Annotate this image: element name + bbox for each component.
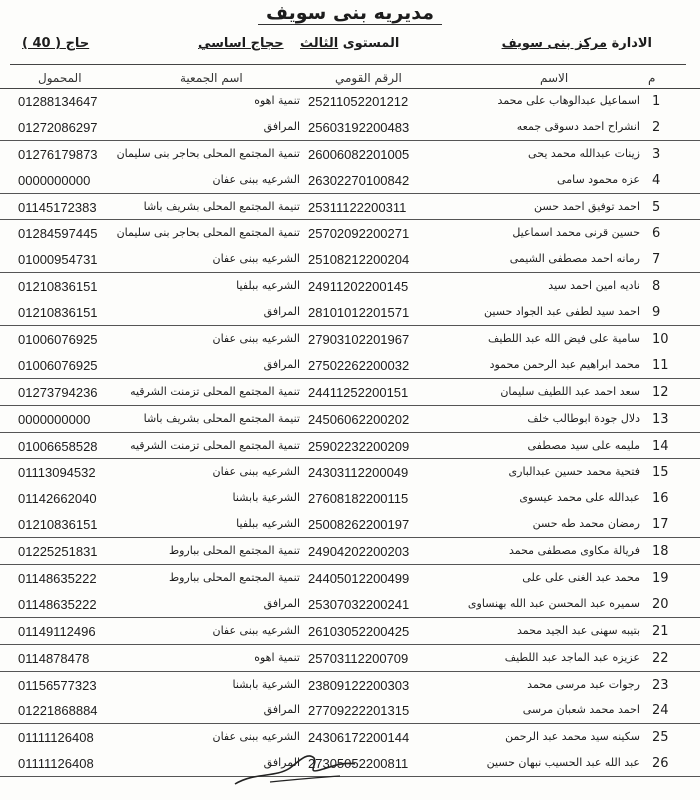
table-row (0, 379, 700, 406)
row-name: زينات عبدالله محمد يحى (528, 146, 640, 160)
row-mobile: 01111126408 (18, 756, 94, 772)
row-num: 6 (652, 226, 661, 242)
row-name: محمد عبد الغنى على على (522, 571, 640, 585)
row-num: 3 (652, 146, 661, 162)
row-association: تنيمة المجتمع المحلى بشريف باشا (143, 411, 300, 425)
row-national-id: 26103052200425 (308, 623, 410, 639)
row-national-id: 23809122200303 (308, 677, 410, 693)
row-national-id: 24306172200144 (308, 730, 410, 746)
row-num: 13 (652, 411, 669, 427)
level-field (300, 36, 399, 51)
level-label: المستوى (342, 36, 400, 51)
row-mobile: 01006076925 (18, 357, 98, 373)
row-association: تنمية اهوه (254, 94, 300, 107)
row-national-id: 25703112200709 (308, 650, 409, 666)
row-association: تنمية المجتمع المحلى تزمنت الشرقيه (130, 438, 300, 452)
row-national-id: 24904202200203 (308, 544, 410, 560)
row-association: الشرعيه ببلفيا (236, 279, 300, 293)
row-name: حسين قرنى محمد اسماعيل (512, 226, 640, 240)
table-row (0, 352, 700, 379)
row-national-id: 25902232200209 (308, 438, 410, 454)
row-mobile: 01149112496 (18, 623, 96, 639)
table-row (0, 459, 700, 485)
row-mobile: 0000000000 (18, 411, 91, 427)
row-mobile: 01111126408 (18, 730, 94, 746)
row-num: 16 (652, 491, 669, 507)
row-national-id: 25307032200241 (308, 596, 410, 612)
row-mobile: 01113094532 (18, 465, 96, 481)
row-num: 25 (652, 730, 669, 746)
row-mobile: 01210836151 (18, 517, 98, 533)
row-name: فريالة مكاوى مصطفى محمد (508, 544, 640, 558)
table-row (0, 565, 700, 591)
row-name: رمضان محمد طه حسن (532, 517, 640, 531)
header-num: م (648, 71, 656, 85)
row-num: 8 (652, 279, 661, 295)
row-num: 12 (652, 384, 669, 400)
row-association: تنمية اهوه (254, 650, 300, 664)
table-row (0, 167, 700, 194)
table-row (0, 88, 700, 114)
row-mobile: 01145172383 (18, 199, 97, 215)
signature-mark (230, 742, 360, 792)
table-row (0, 299, 700, 326)
row-association: الشرعيه ببنى عفان (212, 623, 300, 637)
row-association: تنمية المجتمع المحلى بباروط (168, 544, 300, 558)
row-association: المرافق (263, 357, 300, 371)
table-row (0, 485, 700, 511)
level-value: الثالث (300, 36, 339, 51)
row-association: تنمية المجتمع المحلى بباروط (168, 571, 300, 585)
row-national-id: 25702092200271 (308, 226, 410, 242)
row-national-id: 27502262200032 (308, 357, 410, 373)
table-row (0, 273, 700, 299)
row-national-id: 27305052200811 (308, 756, 409, 772)
row-association: الشرعيه ببلفيا (236, 517, 300, 531)
row-association: الشرعيه ببنى عفان (212, 172, 300, 186)
row-association: تنيمة المجتمع المحلى بشريف باشا (143, 199, 300, 213)
table-row (0, 246, 700, 273)
row-national-id: 24303112200049 (308, 465, 409, 481)
header-association: اسم الجمعية (180, 71, 243, 85)
row-name: بتيبه سهنى عبد الجيد محمد (516, 623, 640, 637)
header-national-id: الرقم القومي (335, 71, 402, 85)
row-num: 11 (652, 357, 669, 373)
row-name: سعد احمد عبد اللطيف سليمان (500, 384, 640, 398)
table-row (0, 672, 700, 698)
row-national-id: 28101012201571 (308, 305, 410, 321)
row-association: الشرعية بابشنا (232, 677, 300, 691)
row-name: احمد محمد شعبان مرسى (522, 703, 640, 717)
row-national-id: 24411252200151 (308, 384, 409, 400)
row-mobile: 01273794236 (18, 384, 98, 400)
row-num: 24 (652, 703, 669, 719)
row-name: رمانه احمد مصطفى الشيمى (509, 252, 640, 266)
row-num: 7 (652, 252, 661, 268)
row-num: 26 (652, 756, 669, 772)
row-name: اسماعيل عبدالوهاب على محمد (497, 94, 640, 107)
row-mobile: 01221868884 (18, 703, 98, 719)
row-national-id: 24405012200499 (308, 571, 410, 587)
row-name: عزه محمود سامى (557, 172, 640, 186)
row-name: دلال جودة ابوطالب خلف (527, 411, 640, 425)
row-mobile: 01000954731 (18, 252, 98, 268)
row-num: 14 (652, 438, 669, 454)
row-name: احمد سيد لطفى عبد الجواد حسين (484, 305, 640, 319)
row-num: 19 (652, 571, 669, 587)
row-num: 4 (652, 172, 661, 188)
row-association: الشرعيه ببنى عفان (212, 332, 300, 346)
row-name: سامية على فيض الله عبد اللطيف (488, 332, 640, 346)
row-name: فتحية محمد حسين عبدالبارى (508, 465, 640, 479)
row-national-id: 24911202200145 (308, 279, 409, 295)
row-national-id: 25108212200204 (308, 252, 410, 268)
row-num: 9 (652, 305, 661, 321)
row-association: المرافق (263, 305, 300, 319)
row-national-id: 26006082201005 (308, 146, 410, 162)
row-national-id: 25311122200311 (308, 199, 407, 215)
row-national-id: 25008262200197 (308, 517, 410, 533)
admin-value: مركز بنى سويف (501, 36, 608, 51)
row-num: 17 (652, 517, 669, 533)
row-association: تنمية المجتمع المحلى بحاجر بنى سليمان (116, 146, 300, 160)
row-national-id: 25603192200483 (308, 119, 410, 135)
pilgrim-type: حجاج اساسي (198, 36, 284, 51)
row-mobile: 01006076925 (18, 332, 98, 348)
table-header (0, 68, 700, 89)
row-name: مليمه على سيد مصطفى (527, 438, 640, 452)
row-association: المرافق (263, 703, 300, 717)
table-row (0, 220, 700, 246)
row-mobile: 01006658528 (18, 438, 98, 454)
row-mobile: 01272086297 (18, 119, 98, 135)
row-national-id: 27709222201315 (308, 703, 410, 719)
header-name: الاسم (540, 71, 569, 85)
row-mobile: 01210836151 (18, 279, 98, 295)
row-name: احمد توفيق احمد حسن (534, 199, 640, 213)
row-association: الشرعيه ببنى عفان (212, 465, 300, 479)
row-mobile: 01148635222 (18, 596, 97, 612)
row-association: المرافق (263, 119, 300, 133)
table-row (0, 141, 700, 167)
row-num: 20 (652, 596, 669, 612)
row-national-id: 26302270100842 (308, 172, 410, 188)
table-row (0, 618, 700, 645)
row-association: الشرعية بابشنا (232, 491, 300, 505)
row-num: 5 (652, 199, 661, 215)
admin-field (502, 36, 652, 51)
row-name: سميره عبد المحسن عبد الله بهنساوى (467, 596, 640, 610)
row-association: المرافق (263, 756, 300, 770)
table-row (0, 538, 700, 565)
row-mobile: 01142662040 (18, 491, 97, 507)
subheader (0, 36, 700, 58)
row-association: تنمية المجتمع المحلى تزمنت الشرقيه (130, 384, 300, 398)
row-num: 23 (652, 677, 669, 693)
row-name: انشراح احمد دسوقى جمعه (516, 119, 640, 133)
row-national-id: 24506062200202 (308, 411, 410, 427)
table-row (0, 326, 700, 352)
row-national-id: 27903102201967 (308, 332, 410, 348)
row-mobile: 01210836151 (18, 305, 98, 321)
row-name: رجوات عبد مرسى محمد (527, 677, 640, 691)
row-mobile: 0114878478 (18, 650, 90, 666)
row-name: سكينه سيد محمد عبد الرحمن (505, 730, 640, 744)
row-association: الشرعيه ببنى عفان (212, 730, 300, 744)
row-national-id: 25211052201212 (308, 94, 409, 109)
table-row (0, 511, 700, 538)
row-num: 15 (652, 465, 669, 481)
row-num: 1 (652, 94, 661, 109)
row-mobile: 01284597445 (18, 226, 98, 242)
row-num: 10 (652, 332, 669, 348)
row-name: عبدالله على محمد عيسوى (519, 491, 640, 505)
row-name: محمد ابراهيم عبد الرحمن محمود (489, 357, 640, 371)
row-mobile: 01156577323 (18, 677, 97, 693)
table-row (0, 645, 700, 672)
row-mobile: 01288134647 (18, 94, 98, 109)
table-row (0, 591, 700, 618)
row-name: ناديه امين احمد سيد (548, 279, 640, 293)
table-row (0, 114, 700, 141)
row-num: 18 (652, 544, 669, 560)
top-rule (10, 64, 686, 65)
row-mobile: 0000000000 (18, 172, 91, 188)
row-association: المرافق (263, 596, 300, 610)
row-mobile: 01225251831 (18, 544, 98, 560)
table-body (0, 88, 700, 777)
row-num: 22 (652, 650, 669, 666)
row-name: عزيزه عبد الماجد عبد اللطيف (504, 650, 640, 664)
table-row (0, 697, 700, 724)
row-name: عبد الله عبد الحسيب نبهان حسين (486, 756, 640, 770)
admin-label: الادارة (611, 36, 652, 51)
row-national-id: 27608182200115 (308, 491, 409, 507)
row-mobile: 01276179873 (18, 146, 98, 162)
row-association: الشرعيه ببنى عفان (212, 252, 300, 266)
table-row (0, 433, 700, 460)
row-num: 2 (652, 119, 661, 135)
row-association: تنمية المجتمع المحلى بحاجر بنى سليمان (116, 226, 300, 240)
document-title: مديريه بنى سويف (0, 2, 700, 24)
row-mobile: 01148635222 (18, 571, 97, 587)
table-row (0, 194, 700, 221)
table-row (0, 406, 700, 433)
row-num: 21 (652, 623, 669, 639)
pilgrim-count: ( 40 ) حاج (22, 36, 90, 51)
header-mobile: المحمول (38, 71, 82, 85)
